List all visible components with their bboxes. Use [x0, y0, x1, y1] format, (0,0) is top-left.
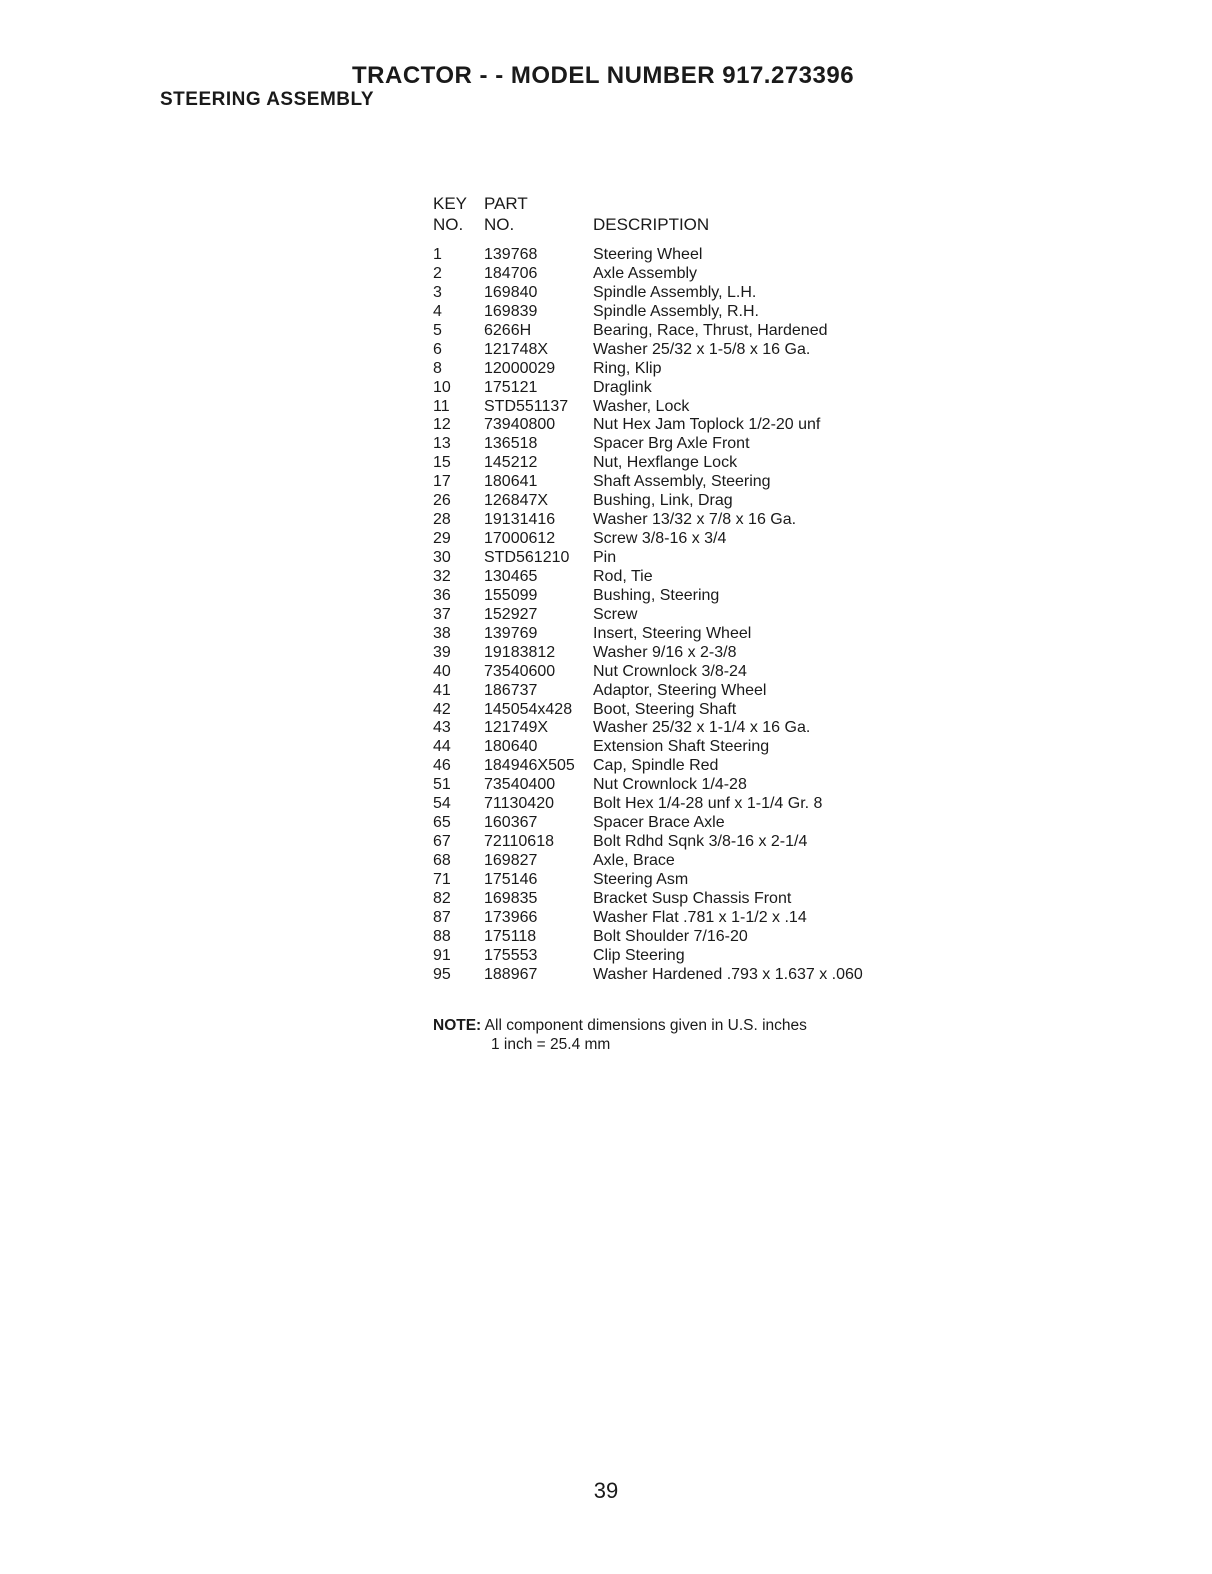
- key-no: 6: [433, 340, 442, 358]
- page-title: TRACTOR - - MODEL NUMBER 917.273396: [352, 62, 855, 89]
- part-description: Washer Flat .781 x 1-1/2 x .14: [593, 908, 807, 926]
- key-no: 8: [433, 359, 442, 377]
- part-no: 6266H: [484, 321, 532, 339]
- key-no: 5: [433, 321, 442, 339]
- part-description: Bushing, Steering: [593, 586, 720, 604]
- part-no: 121749X: [484, 719, 549, 737]
- part-no: 186737: [484, 681, 538, 699]
- part-no: STD561210: [484, 549, 570, 566]
- key-column-header-line2: NO.: [433, 215, 464, 234]
- key-no: 10: [433, 378, 451, 396]
- key-no: 51: [433, 776, 451, 794]
- part-description: Spindle Assembly, L.H.: [593, 283, 757, 301]
- part-no: 152927: [484, 605, 538, 623]
- part-description: Bolt Rdhd Sqnk 3/8-16 x 2-1/4: [593, 833, 808, 851]
- key-no: 42: [433, 700, 451, 718]
- part-no: 173966: [484, 908, 538, 926]
- key-no: 46: [433, 757, 451, 775]
- part-no: 155099: [484, 586, 538, 604]
- part-description: Washer 25/32 x 1-5/8 x 16 Ga.: [593, 340, 811, 358]
- key-no: 28: [433, 511, 451, 529]
- part-no: 175553: [484, 946, 538, 964]
- key-no: 12: [433, 416, 451, 434]
- part-no: 73540400: [484, 776, 556, 794]
- page-number: 39: [593, 1478, 619, 1503]
- part-description: Axle Assembly: [593, 264, 698, 282]
- key-no: 3: [433, 283, 442, 301]
- part-description: Screw: [593, 605, 638, 623]
- part-no: 73540600: [484, 662, 556, 680]
- key-no: 44: [433, 738, 451, 756]
- part-description: Bracket Susp Chassis Front: [593, 889, 792, 907]
- key-no: 87: [433, 908, 451, 926]
- key-no: 54: [433, 795, 451, 813]
- key-no: 11: [433, 397, 450, 415]
- key-no: 4: [433, 302, 442, 320]
- part-description: Washer 13/32 x 7/8 x 16 Ga.: [593, 511, 797, 529]
- key-no: 68: [433, 852, 451, 869]
- part-no: 73940800: [484, 416, 556, 434]
- part-description: Draglink: [593, 378, 652, 396]
- key-no: 91: [433, 946, 451, 964]
- part-no: 12000029: [484, 359, 556, 377]
- key-no: 82: [433, 889, 451, 907]
- part-no: 160367: [484, 814, 538, 832]
- section-title: STEERING ASSEMBLY: [160, 89, 375, 110]
- key-no: 36: [433, 586, 451, 604]
- key-no: 71: [433, 870, 451, 888]
- part-description: Bolt Hex 1/4-28 unf x 1-1/4 Gr. 8: [593, 795, 823, 813]
- part-description: Bearing, Race, Thrust, Hardened: [593, 321, 828, 339]
- part-no: 169835: [484, 889, 538, 907]
- part-description: Bolt Shoulder 7/16-20: [593, 927, 748, 945]
- part-no: 130465: [484, 567, 538, 585]
- key-no: 29: [433, 530, 451, 548]
- part-description: Pin: [593, 549, 617, 566]
- part-description: Shaft Assembly, Steering: [593, 473, 771, 491]
- part-description: Ring, Klip: [593, 359, 662, 377]
- key-no: 43: [433, 719, 451, 737]
- note-label: NOTE:: [433, 1017, 482, 1034]
- part-no: 169839: [484, 302, 538, 320]
- part-no: 121748X: [484, 340, 549, 358]
- part-no: 72110618: [484, 833, 554, 851]
- key-column-header-line1: KEY: [433, 194, 468, 213]
- part-description: Spacer Brg Axle Front: [593, 435, 750, 453]
- key-no: 88: [433, 927, 451, 945]
- part-column-header-line1: PART: [484, 194, 528, 213]
- part-no: 17000612: [484, 530, 556, 548]
- part-description: Spindle Assembly, R.H.: [593, 302, 759, 320]
- part-description: Boot, Steering Shaft: [593, 700, 737, 718]
- key-no: 39: [433, 643, 451, 661]
- part-description: Steering Asm: [593, 870, 689, 888]
- key-no: 26: [433, 492, 451, 510]
- part-description: Steering Wheel: [593, 246, 703, 263]
- part-description: Washer, Lock: [593, 397, 690, 415]
- part-no: 169840: [484, 283, 538, 301]
- part-description: Bushing, Link, Drag: [593, 492, 733, 510]
- key-no: 13: [433, 435, 451, 453]
- part-no: 145212: [484, 454, 538, 472]
- part-description: Washer Hardened .793 x 1.637 x .060: [593, 965, 863, 983]
- note-line2: 1 inch = 25.4 mm: [491, 1036, 611, 1053]
- part-no: 184706: [484, 264, 538, 282]
- part-description: Washer 25/32 x 1-1/4 x 16 Ga.: [593, 719, 811, 737]
- key-no: 38: [433, 624, 451, 642]
- note: [433, 1016, 807, 1054]
- part-no: 136518: [484, 435, 538, 453]
- key-no: 32: [433, 567, 451, 585]
- key-no: 30: [433, 549, 451, 566]
- part-no: 19183812: [484, 643, 556, 661]
- part-description: Adaptor, Steering Wheel: [593, 681, 767, 699]
- part-column-header-line2: NO.: [484, 215, 515, 234]
- part-no: 184946X505: [484, 757, 575, 775]
- part-no: 180641: [484, 473, 538, 491]
- part-description: Nut, Hexflange Lock: [593, 454, 738, 472]
- part-description: Cap, Spindle Red: [593, 757, 719, 775]
- part-no: 175118: [484, 927, 537, 945]
- part-no: 71130420: [484, 795, 554, 813]
- part-description: Rod, Tie: [593, 567, 653, 585]
- part-no: 139769: [484, 624, 538, 642]
- part-no: 126847X: [484, 492, 549, 510]
- key-no: 41: [433, 681, 451, 699]
- key-no: 37: [433, 605, 451, 623]
- key-no: 65: [433, 814, 451, 832]
- key-no: 1: [433, 246, 442, 263]
- note-line1: All component dimensions given in U.S. inches: [484, 1017, 807, 1034]
- key-no: 95: [433, 965, 451, 983]
- part-no: 145054x428: [484, 700, 573, 718]
- part-description: Screw 3/8-16 x 3/4: [593, 530, 727, 548]
- part-description: Nut Crownlock 1/4-28: [593, 776, 747, 794]
- part-description: Clip Steering: [593, 946, 685, 964]
- key-no: 2: [433, 264, 442, 282]
- part-no: 188967: [484, 965, 538, 983]
- part-description: Nut Crownlock 3/8-24: [593, 662, 747, 680]
- part-description: Washer 9/16 x 2-3/8: [593, 643, 737, 661]
- key-no: 15: [433, 454, 451, 472]
- key-no: 40: [433, 662, 451, 680]
- part-no: 19131416: [484, 511, 556, 529]
- part-description: Nut Hex Jam Toplock 1/2-20 unf: [593, 416, 821, 434]
- part-description: Extension Shaft Steering: [593, 738, 770, 756]
- description-column-header: DESCRIPTION: [593, 215, 710, 234]
- key-no: 17: [433, 473, 451, 491]
- part-description: Spacer Brace Axle: [593, 814, 725, 832]
- part-no: STD551137: [484, 397, 569, 415]
- part-description: Insert, Steering Wheel: [593, 624, 752, 642]
- key-no: 67: [433, 833, 451, 851]
- part-description: Axle, Brace: [593, 852, 675, 869]
- part-no: 139768: [484, 246, 538, 263]
- part-no: 175146: [484, 870, 538, 888]
- part-no: 175121: [484, 378, 538, 396]
- part-no: 180640: [484, 738, 538, 756]
- part-no: 169827: [484, 852, 538, 869]
